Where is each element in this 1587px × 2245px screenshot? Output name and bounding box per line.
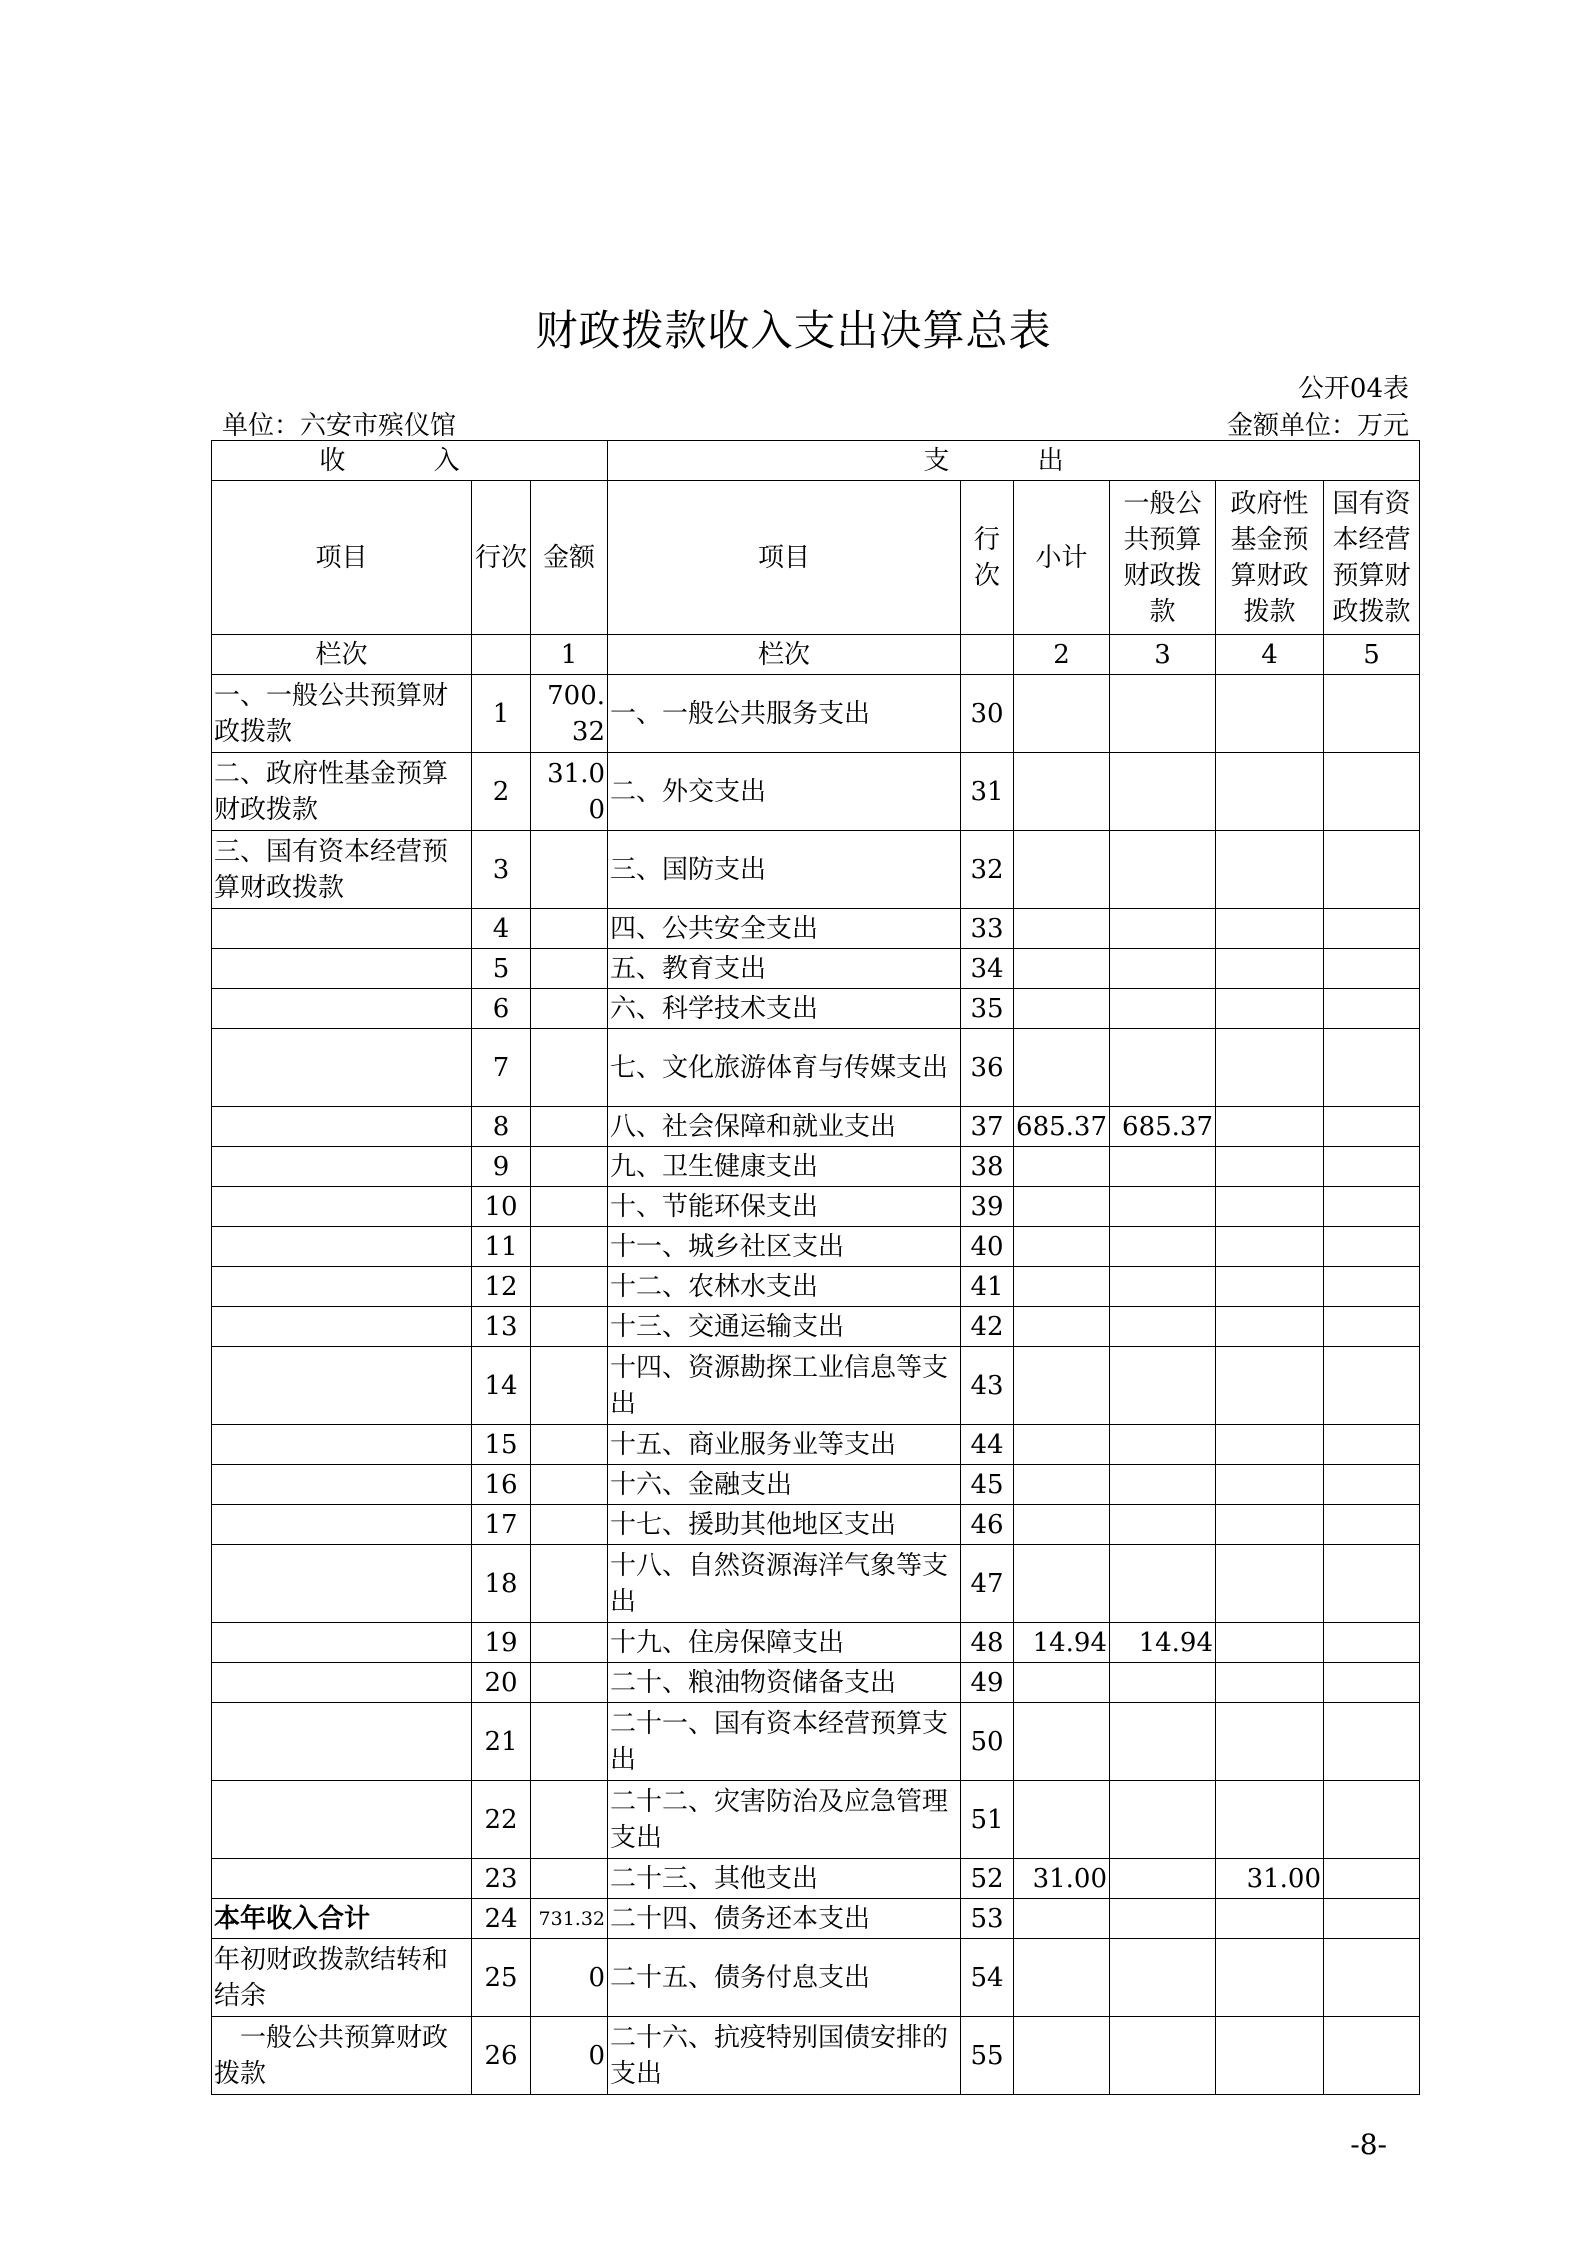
table-row (212, 989, 1420, 1029)
state-capital-cell (1324, 1107, 1420, 1147)
fund-budget-cell (1216, 1899, 1324, 1939)
expense-item-cell: 二十、粮油物资储备支出 (608, 1663, 961, 1703)
exp-col-index-empty (961, 635, 1014, 675)
expense-line-no-cell: 38 (961, 1147, 1014, 1187)
state-capital-cell (1324, 909, 1420, 949)
expense-item-cell: 十七、援助其他地区支出 (608, 1505, 961, 1545)
income-item-cell (212, 1227, 472, 1267)
income-item-cell: 一、一般公共预算财政拨款 (212, 675, 472, 753)
subtotal-cell (1014, 1781, 1110, 1859)
table-row (212, 1147, 1420, 1187)
income-item-cell (212, 1859, 472, 1899)
expense-item-cell: 十九、住房保障支出 (608, 1623, 961, 1663)
expense-line-no-cell: 54 (961, 1939, 1014, 2017)
general-budget-cell (1110, 989, 1216, 1029)
state-capital-cell (1324, 1307, 1420, 1347)
general-budget-cell (1110, 1347, 1216, 1425)
income-item-cell (212, 1703, 472, 1781)
expense-line-no-cell: 32 (961, 831, 1014, 909)
expense-item-cell: 六、科学技术支出 (608, 989, 961, 1029)
subtotal-cell: 31.00 (1014, 1859, 1110, 1899)
income-amount-cell (531, 949, 608, 989)
fund-budget-cell (1216, 1545, 1324, 1623)
state-capital-cell (1324, 1545, 1420, 1623)
fund-budget-cell: 31.00 (1216, 1859, 1324, 1899)
income-line-no-cell: 17 (472, 1505, 531, 1545)
income-line-no-cell: 13 (472, 1307, 531, 1347)
income-amount-cell (531, 1859, 608, 1899)
income-line-no-cell: 6 (472, 989, 531, 1029)
table-row (212, 1465, 1420, 1505)
expense-item-cell: 二十一、国有资本经营预算支出 (608, 1703, 961, 1781)
expense-line-no-cell: 37 (961, 1107, 1014, 1147)
expense-item-cell: 七、文化旅游体育与传媒支出 (608, 1029, 961, 1107)
income-item-cell (212, 909, 472, 949)
state-capital-cell (1324, 675, 1420, 753)
col-label: 栏次 (212, 635, 472, 675)
expense-line-no-header: 行次 (961, 481, 1014, 635)
state-capital-header: 国有资本经营预算财政拨款 (1324, 481, 1420, 635)
table-row (212, 1029, 1420, 1107)
col-index-5: 5 (1324, 635, 1420, 675)
col-index-2: 2 (1014, 635, 1110, 675)
expense-line-no-cell: 46 (961, 1505, 1014, 1545)
income-amount-cell (531, 1187, 608, 1227)
table-row (212, 909, 1420, 949)
fund-budget-cell (1216, 1147, 1324, 1187)
income-line-no-cell: 26 (472, 2017, 531, 2095)
expense-line-no-cell: 48 (961, 1623, 1014, 1663)
fund-budget-cell (1216, 1703, 1324, 1781)
subtotal-cell (1014, 1545, 1110, 1623)
income-item-cell (212, 1347, 472, 1425)
state-capital-cell (1324, 1859, 1420, 1899)
fund-budget-cell (1216, 831, 1324, 909)
state-capital-cell (1324, 1703, 1420, 1781)
table-row (212, 1859, 1420, 1899)
expense-item-cell: 十一、城乡社区支出 (608, 1227, 961, 1267)
general-budget-cell (1110, 1505, 1216, 1545)
subtotal-cell (1014, 949, 1110, 989)
fund-budget-cell (1216, 1623, 1324, 1663)
income-amount-cell (531, 1107, 608, 1147)
expense-item-cell: 二十二、灾害防治及应急管理支出 (608, 1781, 961, 1859)
income-line-no-cell: 3 (472, 831, 531, 909)
income-item-cell (212, 1425, 472, 1465)
fund-budget-header: 政府性基金预算财政拨款 (1216, 481, 1324, 635)
income-amount-cell (531, 1545, 608, 1623)
state-capital-cell (1324, 949, 1420, 989)
general-budget-cell (1110, 1703, 1216, 1781)
state-capital-cell (1324, 753, 1420, 831)
income-amount-cell (531, 1623, 608, 1663)
table-row (212, 1187, 1420, 1227)
subtotal-cell (1014, 753, 1110, 831)
income-amount-cell (531, 1465, 608, 1505)
header-row-sections (212, 441, 1420, 481)
income-amount-cell (531, 831, 608, 909)
expense-item-cell: 十、节能环保支出 (608, 1187, 961, 1227)
state-capital-cell (1324, 1029, 1420, 1107)
income-amount-cell (531, 1505, 608, 1545)
expense-item-header: 项目 (608, 481, 961, 635)
expense-item-cell: 十二、农林水支出 (608, 1267, 961, 1307)
income-item-cell (212, 949, 472, 989)
general-budget-cell (1110, 1187, 1216, 1227)
general-budget-cell (1110, 1663, 1216, 1703)
expense-item-cell: 二十三、其他支出 (608, 1859, 961, 1899)
table-row (212, 1347, 1420, 1425)
income-line-no-cell: 25 (472, 1939, 531, 2017)
income-line-no-cell: 20 (472, 1663, 531, 1703)
subtotal-cell (1014, 1939, 1110, 2017)
expense-line-no-cell: 39 (961, 1187, 1014, 1227)
income-amount-cell (531, 1663, 608, 1703)
fund-budget-cell (1216, 949, 1324, 989)
income-amount-cell (531, 1267, 608, 1307)
income-amount-cell: 31.00 (531, 753, 608, 831)
table-row (212, 1267, 1420, 1307)
state-capital-cell (1324, 1465, 1420, 1505)
subtotal-cell: 14.94 (1014, 1623, 1110, 1663)
fund-budget-cell (1216, 1187, 1324, 1227)
col-index-4: 4 (1216, 635, 1324, 675)
table-row (212, 1227, 1420, 1267)
income-line-no-cell: 23 (472, 1859, 531, 1899)
income-item-header: 项目 (212, 481, 472, 635)
state-capital-cell (1324, 1623, 1420, 1663)
general-budget-cell (1110, 1267, 1216, 1307)
expense-line-no-cell: 41 (961, 1267, 1014, 1307)
income-line-no-cell: 19 (472, 1623, 531, 1663)
header-row-columns (212, 481, 1420, 635)
state-capital-cell (1324, 1267, 1420, 1307)
column-index-row (212, 635, 1420, 675)
expense-line-no-cell: 42 (961, 1307, 1014, 1347)
expense-line-no-cell: 45 (961, 1465, 1014, 1505)
table-row (212, 1899, 1420, 1939)
subtotal-cell (1014, 1267, 1110, 1307)
income-amount-header: 金额 (531, 481, 608, 635)
subtotal-cell (1014, 1663, 1110, 1703)
state-capital-cell (1324, 1899, 1420, 1939)
general-budget-cell (1110, 1465, 1216, 1505)
income-amount-cell (531, 1227, 608, 1267)
general-budget-cell (1110, 1545, 1216, 1623)
subtotal-cell (1014, 1187, 1110, 1227)
state-capital-cell (1324, 1505, 1420, 1545)
general-budget-cell: 685.37 (1110, 1107, 1216, 1147)
general-budget-cell (1110, 1939, 1216, 2017)
fund-budget-cell (1216, 1505, 1324, 1545)
col-index-3: 3 (1110, 635, 1216, 675)
fund-budget-cell (1216, 1107, 1324, 1147)
subtotal-cell (1014, 675, 1110, 753)
expense-line-no-cell: 34 (961, 949, 1014, 989)
income-item-cell (212, 1147, 472, 1187)
expense-item-cell: 二十四、债务还本支出 (608, 1899, 961, 1939)
fund-budget-cell (1216, 1781, 1324, 1859)
subtotal-header: 小计 (1014, 481, 1110, 635)
income-amount-cell: 0 (531, 1939, 608, 2017)
income-amount-cell: 0 (531, 2017, 608, 2095)
general-budget-cell (1110, 675, 1216, 753)
general-budget-cell (1110, 1227, 1216, 1267)
expense-item-cell: 十五、商业服务业等支出 (608, 1425, 961, 1465)
expense-item-cell: 四、公共安全支出 (608, 909, 961, 949)
page-title: 财政拨款收入支出决算总表 (535, 306, 1052, 355)
income-line-no-cell: 11 (472, 1227, 531, 1267)
income-line-no-header: 行次 (472, 481, 531, 635)
income-item-cell (212, 1663, 472, 1703)
income-item-cell (212, 1505, 472, 1545)
income-line-no-cell: 14 (472, 1347, 531, 1425)
income-amount-cell (531, 1029, 608, 1107)
expense-line-no-cell: 33 (961, 909, 1014, 949)
subtotal-cell (1014, 831, 1110, 909)
expense-line-no-cell: 52 (961, 1859, 1014, 1899)
subtotal-cell (1014, 1307, 1110, 1347)
expense-line-no-cell: 43 (961, 1347, 1014, 1425)
table-row (212, 1505, 1420, 1545)
income-item-cell: 三、国有资本经营预算财政拨款 (212, 831, 472, 909)
expense-line-no-cell: 31 (961, 753, 1014, 831)
general-budget-cell: 14.94 (1110, 1623, 1216, 1663)
fund-budget-cell (1216, 1267, 1324, 1307)
income-line-no-cell: 8 (472, 1107, 531, 1147)
general-budget-cell (1110, 1781, 1216, 1859)
col-index-1: 1 (531, 635, 608, 675)
budget-table (211, 440, 1420, 2095)
general-budget-cell (1110, 2017, 1216, 2095)
expense-item-cell: 五、教育支出 (608, 949, 961, 989)
income-item-cell (212, 989, 472, 1029)
income-line-no-cell: 24 (472, 1899, 531, 1939)
state-capital-cell (1324, 831, 1420, 909)
fund-budget-cell (1216, 1307, 1324, 1347)
subtotal-cell: 685.37 (1014, 1107, 1110, 1147)
income-item-cell (212, 1187, 472, 1227)
state-capital-cell (1324, 1781, 1420, 1859)
income-item-cell (212, 1107, 472, 1147)
general-budget-cell (1110, 1147, 1216, 1187)
income-line-no-cell: 15 (472, 1425, 531, 1465)
fund-budget-cell (1216, 1425, 1324, 1465)
expense-line-no-cell: 51 (961, 1781, 1014, 1859)
exp-col-label: 栏次 (608, 635, 961, 675)
general-budget-cell (1110, 1307, 1216, 1347)
subtotal-cell (1014, 909, 1110, 949)
subtotal-cell (1014, 1465, 1110, 1505)
table-row (212, 2017, 1420, 2095)
fund-budget-cell (1216, 1347, 1324, 1425)
state-capital-cell (1324, 1347, 1420, 1425)
expense-line-no-cell: 40 (961, 1227, 1014, 1267)
general-budget-cell (1110, 1029, 1216, 1107)
table-row (212, 1107, 1420, 1147)
fund-budget-cell (1216, 909, 1324, 949)
expense-line-no-cell: 50 (961, 1703, 1014, 1781)
income-amount-cell: 731.32 (531, 1899, 608, 1939)
money-unit-label: 金额单位：万元 (1226, 411, 1409, 441)
expense-item-cell: 二、外交支出 (608, 753, 961, 831)
expense-line-no-cell: 35 (961, 989, 1014, 1029)
table-row (212, 831, 1420, 909)
income-line-no-cell: 2 (472, 753, 531, 831)
fund-budget-cell (1216, 1465, 1324, 1505)
table-row (212, 675, 1420, 753)
income-item-cell: 二、政府性基金预算财政拨款 (212, 753, 472, 831)
expense-line-no-cell: 44 (961, 1425, 1014, 1465)
table-row (212, 1663, 1420, 1703)
subtotal-cell (1014, 1899, 1110, 1939)
table-row (212, 1781, 1420, 1859)
general-budget-cell (1110, 1859, 1216, 1899)
subtotal-cell (1014, 1147, 1110, 1187)
expense-item-cell: 十三、交通运输支出 (608, 1307, 961, 1347)
income-item-cell: 年初财政拨款结转和结余 (212, 1939, 472, 2017)
state-capital-cell (1324, 1227, 1420, 1267)
subtotal-cell (1014, 989, 1110, 1029)
table-row (212, 1703, 1420, 1781)
income-item-cell: 一般公共预算财政拨款 (212, 2017, 472, 2095)
expense-item-cell: 九、卫生健康支出 (608, 1147, 961, 1187)
col-index-empty (472, 635, 531, 675)
subtotal-cell (1014, 1425, 1110, 1465)
income-item-cell (212, 1029, 472, 1107)
expense-item-cell: 十六、金融支出 (608, 1465, 961, 1505)
income-item-cell (212, 1307, 472, 1347)
expense-item-cell: 二十五、债务付息支出 (608, 1939, 961, 2017)
fund-budget-cell (1216, 1227, 1324, 1267)
income-amount-cell (531, 1307, 608, 1347)
state-capital-cell (1324, 1663, 1420, 1703)
general-budget-cell (1110, 1425, 1216, 1465)
state-capital-cell (1324, 1147, 1420, 1187)
general-budget-header: 一般公共预算财政拨款 (1110, 481, 1216, 635)
expense-line-no-cell: 49 (961, 1663, 1014, 1703)
subtotal-cell (1014, 2017, 1110, 2095)
table-row (212, 1545, 1420, 1623)
subtotal-cell (1014, 1227, 1110, 1267)
expense-item-cell: 三、国防支出 (608, 831, 961, 909)
income-amount-cell: 700.32 (531, 675, 608, 753)
fund-budget-cell (1216, 753, 1324, 831)
table-row (212, 1939, 1420, 2017)
income-item-cell (212, 1545, 472, 1623)
fund-budget-cell (1216, 2017, 1324, 2095)
income-line-no-cell: 18 (472, 1545, 531, 1623)
income-line-no-cell: 5 (472, 949, 531, 989)
expense-item-cell: 二十六、抗疫特别国债安排的支出 (608, 2017, 961, 2095)
form-number: 公开04表 (1297, 374, 1409, 404)
income-item-cell (212, 1623, 472, 1663)
fund-budget-cell (1216, 1029, 1324, 1107)
income-line-no-cell: 21 (472, 1703, 531, 1781)
income-line-no-cell: 7 (472, 1029, 531, 1107)
income-line-no-cell: 9 (472, 1147, 531, 1187)
expense-item-cell: 十四、资源勘探工业信息等支出 (608, 1347, 961, 1425)
state-capital-cell (1324, 2017, 1420, 2095)
income-amount-cell (531, 1781, 608, 1859)
income-line-no-cell: 1 (472, 675, 531, 753)
state-capital-cell (1324, 1425, 1420, 1465)
expense-line-no-cell: 55 (961, 2017, 1014, 2095)
fund-budget-cell (1216, 1939, 1324, 2017)
state-capital-cell (1324, 1187, 1420, 1227)
income-line-no-cell: 4 (472, 909, 531, 949)
subtotal-cell (1014, 1347, 1110, 1425)
subtotal-cell (1014, 1029, 1110, 1107)
income-amount-cell (531, 989, 608, 1029)
income-amount-cell (531, 909, 608, 949)
income-line-no-cell: 16 (472, 1465, 531, 1505)
income-item-cell (212, 1781, 472, 1859)
income-item-cell (212, 1267, 472, 1307)
income-line-no-cell: 22 (472, 1781, 531, 1859)
table-row (212, 753, 1420, 831)
table-row (212, 1425, 1420, 1465)
general-budget-cell (1110, 831, 1216, 909)
income-line-no-cell: 10 (472, 1187, 531, 1227)
expense-item-cell: 十八、自然资源海洋气象等支出 (608, 1545, 961, 1623)
income-amount-cell (531, 1347, 608, 1425)
expense-line-no-cell: 53 (961, 1899, 1014, 1939)
fund-budget-cell (1216, 989, 1324, 1029)
general-budget-cell (1110, 949, 1216, 989)
income-header: 收 入 (212, 441, 608, 481)
unit-label: 单位：六安市殡仪馆 (222, 411, 457, 441)
state-capital-cell (1324, 1939, 1420, 2017)
income-line-no-cell: 12 (472, 1267, 531, 1307)
expense-header: 支 出 (608, 441, 1420, 481)
fund-budget-cell (1216, 675, 1324, 753)
table-row (212, 1307, 1420, 1347)
general-budget-cell (1110, 753, 1216, 831)
general-budget-cell (1110, 1899, 1216, 1939)
fund-budget-cell (1216, 1663, 1324, 1703)
income-item-cell: 本年收入合计 (212, 1899, 472, 1939)
expense-line-no-cell: 30 (961, 675, 1014, 753)
subtotal-cell (1014, 1703, 1110, 1781)
expense-item-cell: 八、社会保障和就业支出 (608, 1107, 961, 1147)
income-item-cell (212, 1465, 472, 1505)
income-amount-cell (531, 1425, 608, 1465)
table-row (212, 1623, 1420, 1663)
income-amount-cell (531, 1147, 608, 1187)
expense-line-no-cell: 36 (961, 1029, 1014, 1107)
expense-line-no-cell: 47 (961, 1545, 1014, 1623)
general-budget-cell (1110, 909, 1216, 949)
expense-item-cell: 一、一般公共服务支出 (608, 675, 961, 753)
table-row (212, 949, 1420, 989)
subtotal-cell (1014, 1505, 1110, 1545)
income-amount-cell (531, 1703, 608, 1781)
page-number: -8- (1350, 2128, 1387, 2161)
state-capital-cell (1324, 989, 1420, 1029)
